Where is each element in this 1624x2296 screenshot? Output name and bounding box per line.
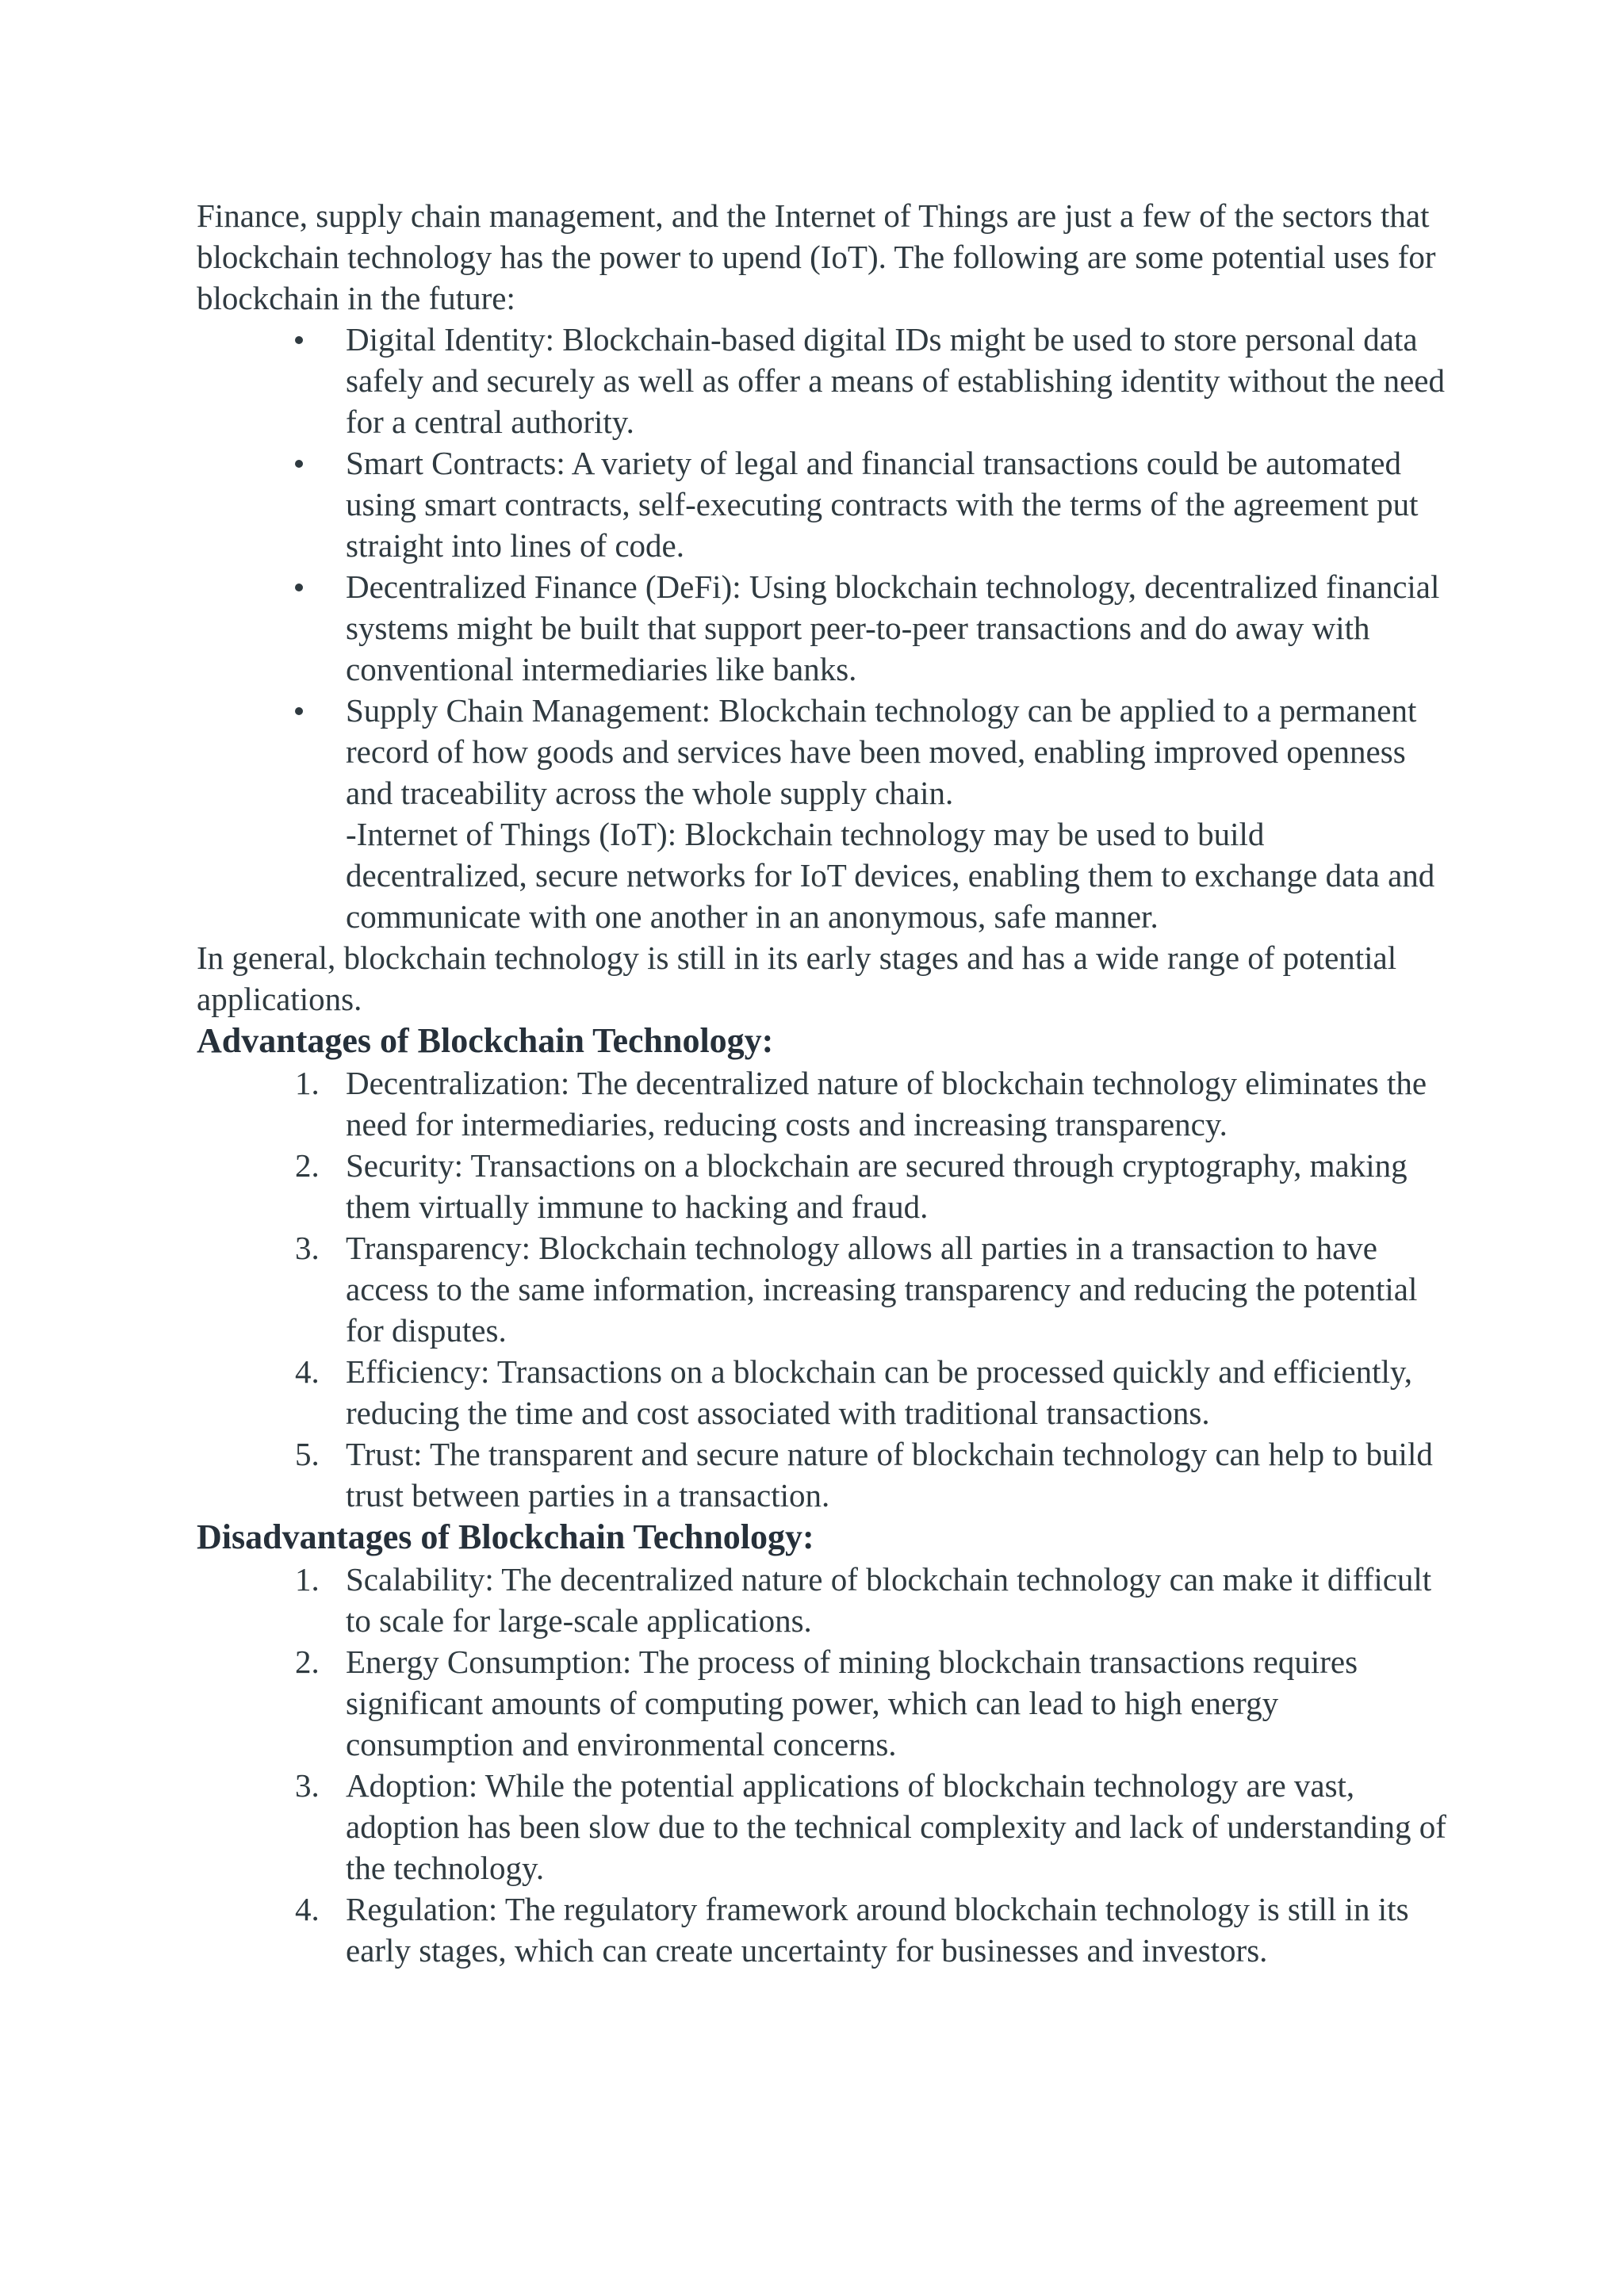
list-item bbox=[295, 1433, 1450, 1516]
list-item bbox=[295, 1559, 1450, 1641]
disadvantages-list bbox=[197, 1559, 1450, 1971]
list-item-text: Security: Transactions on a blockchain are secured through cryptography, making them virtually immune to hacking and fraud. bbox=[346, 1147, 1408, 1225]
list-number: 5. bbox=[295, 1436, 320, 1472]
iot-paragraph: -Internet of Things (IoT): Blockchain technology may be used to build decentralized, secure networks for IoT devices, enabling them to exchange data and communicate with one another in an anonymous, safe manner. bbox=[346, 816, 1435, 935]
list-number: 2. bbox=[295, 1147, 320, 1184]
list-item bbox=[346, 566, 1450, 690]
list-item bbox=[295, 1227, 1450, 1351]
bullet-icon bbox=[295, 460, 303, 468]
list-item-text: Smart Contracts: A variety of legal and financial transactions could be automated using smart contracts, self-executing contracts with the terms of the agreement put straight into lines of code. bbox=[346, 445, 1419, 564]
list-item bbox=[295, 1062, 1450, 1145]
list-item-text: Supply Chain Management: Blockchain technology can be applied to a permanent record of how goods and services have been moved, enabling improved openness and traceability across the whole supply chain. bbox=[346, 692, 1417, 811]
document-page bbox=[197, 195, 1450, 1971]
list-item bbox=[295, 1145, 1450, 1227]
list-item-text: Regulation: The regulatory framework around blockchain technology is still in its early stages, which can create uncertainty for businesses and investors. bbox=[346, 1891, 1409, 1969]
list-item-text: Efficiency: Transactions on a blockchain can be processed quickly and efficiently, reducing the time and cost associated with traditional transactions. bbox=[346, 1353, 1412, 1431]
list-item-text: Decentralization: The decentralized nature of blockchain technology eliminates the need for intermediaries, reducing costs and increasing transparency. bbox=[346, 1065, 1427, 1142]
intro-paragraph: Finance, supply chain management, and the Internet of Things are just a few of the sectors that blockchain technology has the power to upend (IoT). The following are some potential uses for blockchain in the future: bbox=[197, 197, 1436, 316]
bullet-icon bbox=[295, 584, 303, 591]
list-item-text: Energy Consumption: The process of mining blockchain transactions requires significant amounts of computing power, which can lead to high energy consumption and environmental concerns. bbox=[346, 1644, 1358, 1762]
list-number: 4. bbox=[295, 1891, 320, 1927]
advantages-heading: Advantages of Blockchain Technology: bbox=[197, 1021, 774, 1060]
list-item bbox=[295, 1765, 1450, 1888]
list-item-text: Digital Identity: Blockchain-based digital IDs might be used to store personal data safely and securely as well as offer a means of establishing identity without the need for a central authority. bbox=[346, 321, 1445, 440]
list-item bbox=[346, 442, 1450, 566]
list-item-text: Trust: The transparent and secure nature of blockchain technology can help to build trust between parties in a transaction. bbox=[346, 1436, 1433, 1513]
list-number: 1. bbox=[295, 1561, 320, 1598]
bullet-icon bbox=[295, 336, 303, 344]
list-number: 4. bbox=[295, 1353, 320, 1390]
list-item bbox=[346, 690, 1450, 813]
general-paragraph: In general, blockchain technology is still in its early stages and has a wide range of potential applications. bbox=[197, 939, 1397, 1017]
list-item-text: Transparency: Blockchain technology allows all parties in a transaction to have access to the same information, increasing transparency and reducing the potential for disputes. bbox=[346, 1230, 1418, 1349]
list-number: 2. bbox=[295, 1644, 320, 1680]
disadvantages-heading: Disadvantages of Blockchain Technology: bbox=[197, 1517, 814, 1556]
list-number: 1. bbox=[295, 1065, 320, 1101]
list-item-text: Scalability: The decentralized nature of blockchain technology can make it difficult to scale for large-scale applications. bbox=[346, 1561, 1432, 1639]
list-number: 3. bbox=[295, 1230, 320, 1266]
list-item bbox=[295, 1351, 1450, 1433]
future-uses-list bbox=[197, 319, 1450, 813]
list-item-text: Decentralized Finance (DeFi): Using blockchain technology, decentralized financial systems might be built that support peer-to-peer transactions and do away with conventional intermediaries like banks. bbox=[346, 568, 1440, 687]
list-item bbox=[295, 1888, 1450, 1971]
bullet-icon bbox=[295, 707, 303, 715]
list-item bbox=[346, 319, 1450, 442]
advantages-list bbox=[197, 1062, 1450, 1516]
list-item-text: Adoption: While the potential applications of blockchain technology are vast, adoption has been slow due to the technical complexity and lack of understanding of the technology. bbox=[346, 1767, 1446, 1886]
list-number: 3. bbox=[295, 1767, 320, 1804]
list-item bbox=[295, 1641, 1450, 1765]
